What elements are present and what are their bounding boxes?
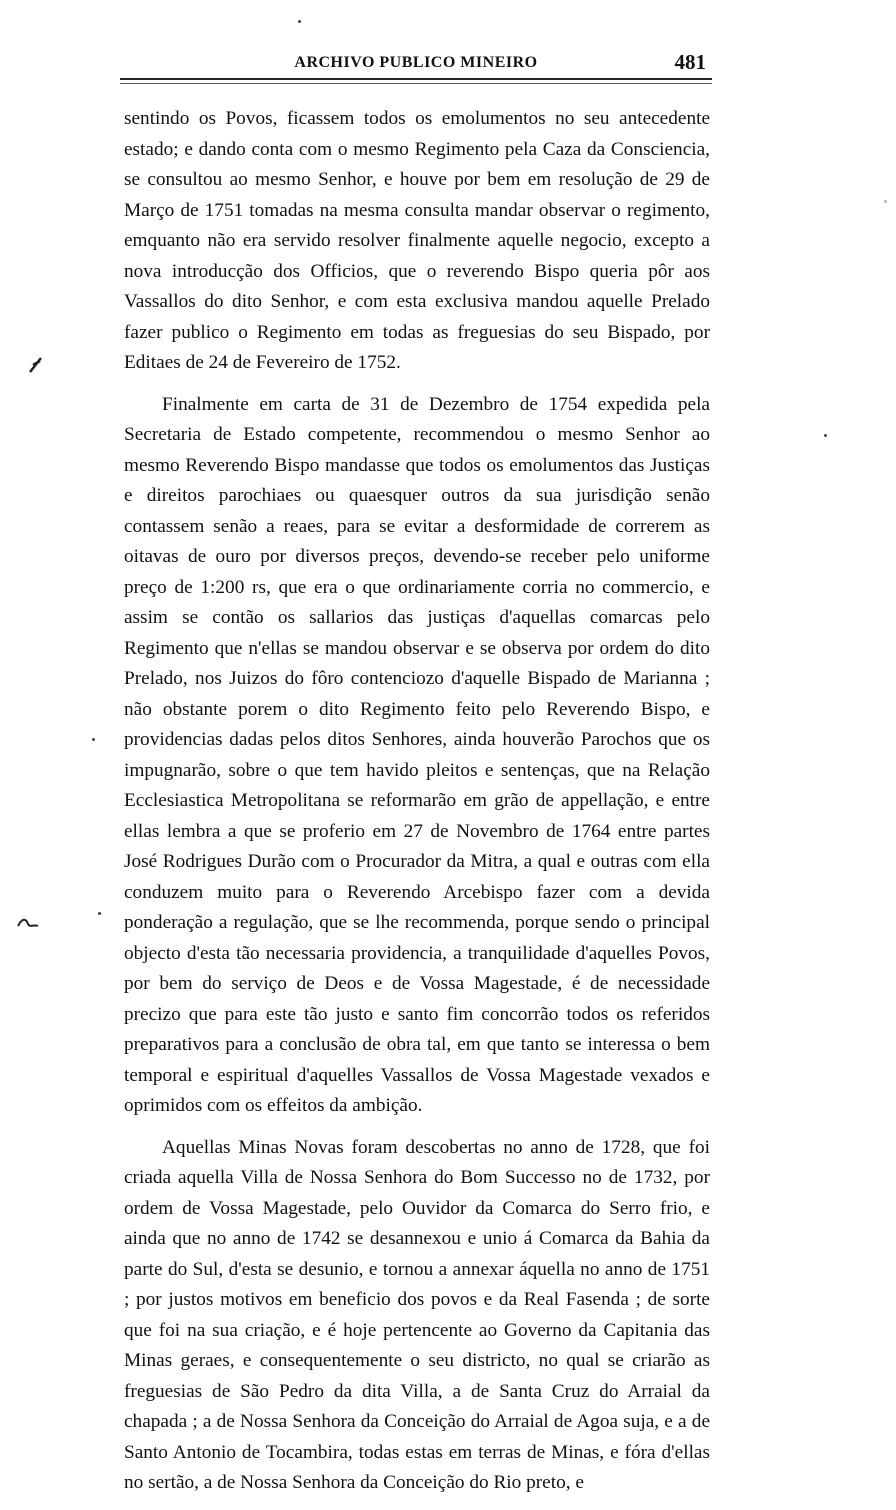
scan-speck (298, 20, 301, 23)
header-rule (120, 78, 712, 84)
scan-speck (824, 434, 827, 437)
page-header (120, 50, 712, 80)
scan-speck (98, 912, 101, 915)
paragraph-3: Aquellas Minas Novas foram descobertas no anno de 1728, que foi criada aquella Villa de Nossa Senhora do Bom Successo no de 1732, por ordem de Vossa Magestade, pelo Ouvidor da Comarca do Serro frio, e ainda que no anno de 1742 se desannexou e unio á Comarca da Bahia da parte do Sul, d'esta se desunio, e tornou a annexar áquella no anno de 1751 ; por justos motivos em beneficio dos povos e da Real Fasenda ; de sorte que foi na sua criação, e é hoje pertencente ao Governo da Capitania das Minas geraes, e consequentemente o seu districto, no qual se criarão as freguesias de São Pedro da dita Villa, a de Santa Cruz do Arraial da chapada ; a de Nossa Senhora da Conceição do Arraial de Agoa suja, e a de Santo Antonio de Tocambira, todas estas em terras de Minas, e fóra d'ellas no sertão, a de Nossa Senhora da Conceição do Rio preto, e (124, 1136, 710, 1493)
margin-pen-mark (16, 918, 40, 930)
paragraph-1: sentindo os Povos, ficassem todos os emolumentos no seu antecedente estado; e dando conta com o mesmo Regimento pela Caza da Consciencia, se consultou ao mesmo Senhor, e houve por bem em resolução de 29 de Março de 1751 tomadas na mesma consulta mandar observar o regimento, emquanto não era servido resolver finalmente aquelle negocio, excepto a nova introducção dos Officios, que o reverendo Bispo queria pôr aos Vassallos do dito Senhor, e com esta exclusiva mandou aquelle Prelado fazer publico o Regimento em todas as freguesias do seu Bispado, por Editaes de 24 de Fevereiro de 1752. (124, 108, 710, 373)
scan-speck (92, 738, 95, 741)
scan-speck (884, 200, 887, 203)
page-number: 481 (674, 50, 706, 74)
margin-pen-mark (28, 356, 44, 374)
running-title: ARCHIVO PUBLICO MINEIRO (294, 54, 538, 71)
paragraph-2: Finalmente em carta de 31 de Dezembro de 1754 expedida pela Secretaria de Estado competente, recommendou o mesmo Senhor ao mesmo Reverendo Bispo mandasse que todos os emolumentos das Justiças e direitos parochiaes ou quaesquer outros da sua jurisdição senão contassem senão a reaes, para se evitar a desformidade de correrem as oitavas de ouro por diversos preços, devendo-se receber pelo uniforme preço de 1:200 rs, que era o que ordinariamente corria no commercio, e assim se contão os sallarios das justiças d'aquellas comarcas pelo Regimento que n'ellas se mandou observar e se observa por ordem do dito Prelado, nos Juizos do fôro contenciozo d'aquelle Bispado de Marianna ; não obstante porem o dito Regimento feito pelo Reverendo Bispo, e providencias dadas pelos ditos Senhores, ainda houverão Parochos que os impugnarão, sobre o que tem havido pleitos e sentenças, que na Relação Ecclesiastica Metropolitana se reformarão em grão de appellação, e entre ellas lembra a que se proferio em 27 de Novembro de 1764 entre partes José Rodrigues Durão com o Procurador da Mitra, a qual e outras com ella conduzem muito para o Reverendo Arcebispo fazer com a devida ponderação a regulação, que se lhe recommenda, porque sendo o principal objecto d'esta tão necessaria providencia, a tranquilidade d'aquelles Povos, por bem do serviço de Deos e de Vossa Magestade, é de necessidade precizo que para este tão justo e santo fim concorrão todos os referidos preparativos para a conclusão de obra tal, em que tanto se interessa o bem temporal e espiritual d'aquelles Vassallos de Vossa Magestade vexados e oprimidos com os effeitos da ambição. (124, 393, 710, 1116)
body-text (124, 104, 710, 1510)
